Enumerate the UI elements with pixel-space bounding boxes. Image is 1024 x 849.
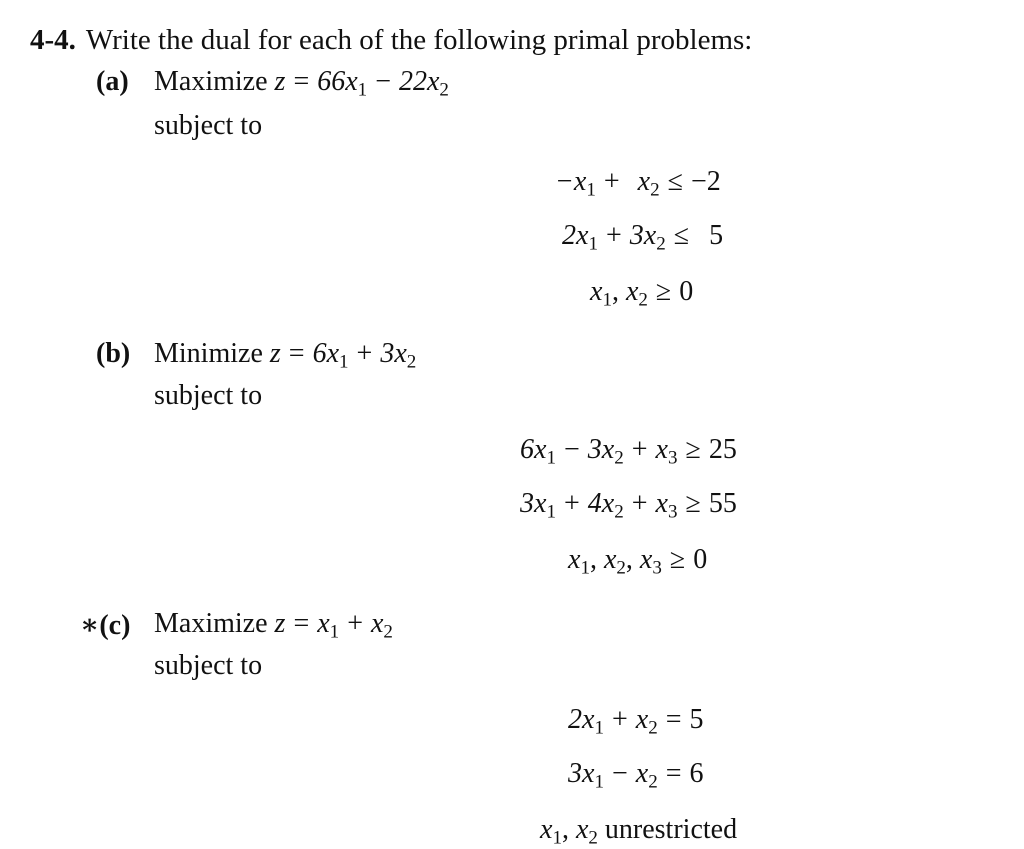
operator: + [603,166,620,197]
term: x [637,166,651,197]
equals-sign: = [293,608,310,639]
separator: , [611,276,619,307]
operator: + [605,220,622,251]
part-b-label: (b) [96,338,131,369]
relation: = [665,758,682,789]
relation: ≤ [667,166,683,197]
subscript: 1 [552,827,562,849]
subscript: 2 [614,501,624,523]
relation: ≥ [685,434,701,465]
term: x [635,758,649,789]
rhs: 0 [693,544,708,575]
term: 3x [380,338,407,369]
term: 4x [587,488,615,519]
problem-number: 4-4. [30,24,76,56]
part-c-label: ∗(c) [80,610,131,641]
term: 3x [520,488,547,519]
unrestricted-text: unrestricted [604,814,738,845]
subscript: 2 [656,233,666,255]
term: x [635,704,649,735]
operator: + [631,434,648,465]
problem-header [30,24,752,57]
subscript: 2 [648,717,658,739]
rhs: 5 [709,220,724,251]
part-c-constraint-1 [568,704,704,739]
subscript: 1 [546,501,556,523]
relation: = [665,704,682,735]
rhs: 55 [708,488,737,519]
term: 3x [587,434,615,465]
subscript: 3 [652,557,662,579]
term: 66x [317,66,358,97]
part-a-objective [154,66,449,101]
rhs: 25 [708,434,737,465]
separator: , [589,544,597,575]
separator: , [625,544,633,575]
relation: ≤ [673,220,690,251]
subscript: 1 [586,179,596,201]
part-b-constraint-2 [520,488,737,523]
relation: ≥ [669,544,686,575]
part-a-constraint-2 [562,220,723,255]
operator: − [611,758,628,789]
term: 22x [398,66,440,97]
separator: , [561,814,569,845]
subscript: 2 [650,179,660,201]
subscript: 1 [602,289,612,311]
objective-prefix: Maximize [154,608,268,639]
variable: x [625,276,639,307]
part-c-unrestricted [540,814,737,849]
objective-var: z [269,338,281,369]
variable: x [575,814,589,845]
part-a-subject-to: subject to [154,110,263,141]
operator: + [631,488,648,519]
subscript: 1 [594,717,604,739]
term: x [655,488,668,519]
rhs: −2 [690,166,721,197]
variable: x [568,544,581,575]
equals-sign: = [293,66,310,97]
subscript: 1 [329,621,340,643]
term: 2x [568,704,595,735]
part-b-constraint-1 [520,434,737,469]
objective-var: z [274,66,286,97]
variable: x [540,814,553,845]
variable: x [639,544,653,575]
operator: − [375,66,391,97]
objective-prefix: Minimize [154,338,263,369]
subscript: 3 [667,447,678,469]
part-c-objective [154,608,393,643]
term: 2x [562,220,589,251]
operator: + [611,704,628,735]
part-c-constraint-2 [568,758,704,793]
relation: ≥ [685,488,701,519]
variable: x [603,544,617,575]
part-b-nonnegativity [568,544,707,579]
term: 6x [520,434,547,465]
part-a-nonnegativity [590,276,693,311]
subscript: 2 [383,621,393,643]
term: −x [555,166,587,197]
operator: + [356,338,373,369]
part-c-subject-to: subject to [154,650,263,681]
objective-var: z [274,608,286,639]
term: x [370,608,384,639]
rhs: 5 [689,704,704,735]
subscript: 1 [546,447,556,469]
part-b-subject-to: subject to [154,380,263,411]
subscript: 1 [588,233,598,255]
variable: x [590,276,603,307]
term: x [655,434,668,465]
term: 3x [568,758,595,789]
problem-instruction: Write the dual for each of the following primal problems: [85,24,753,56]
subscript: 2 [406,351,417,373]
term: 6x [312,338,340,369]
operator: + [347,608,363,639]
term: x [317,608,330,639]
relation: ≥ [655,276,672,307]
subscript: 1 [580,557,590,579]
operator: + [563,488,580,519]
subscript: 1 [339,351,349,373]
subscript: 1 [594,771,604,793]
rhs: 0 [679,276,694,307]
part-b-objective [154,338,416,373]
subscript: 2 [588,827,598,849]
operator: − [563,434,580,465]
subscript: 1 [357,79,368,101]
equals-sign: = [288,338,305,369]
subscript: 3 [667,501,678,523]
objective-prefix: Maximize [154,66,268,97]
subscript: 2 [439,79,449,101]
part-a-constraint-1 [555,166,721,201]
term: 3x [629,220,657,251]
subscript: 2 [616,557,626,579]
subscript: 2 [638,289,648,311]
subscript: 2 [614,447,624,469]
part-a-label: (a) [96,66,129,97]
subscript: 2 [648,771,658,793]
rhs: 6 [689,758,704,789]
